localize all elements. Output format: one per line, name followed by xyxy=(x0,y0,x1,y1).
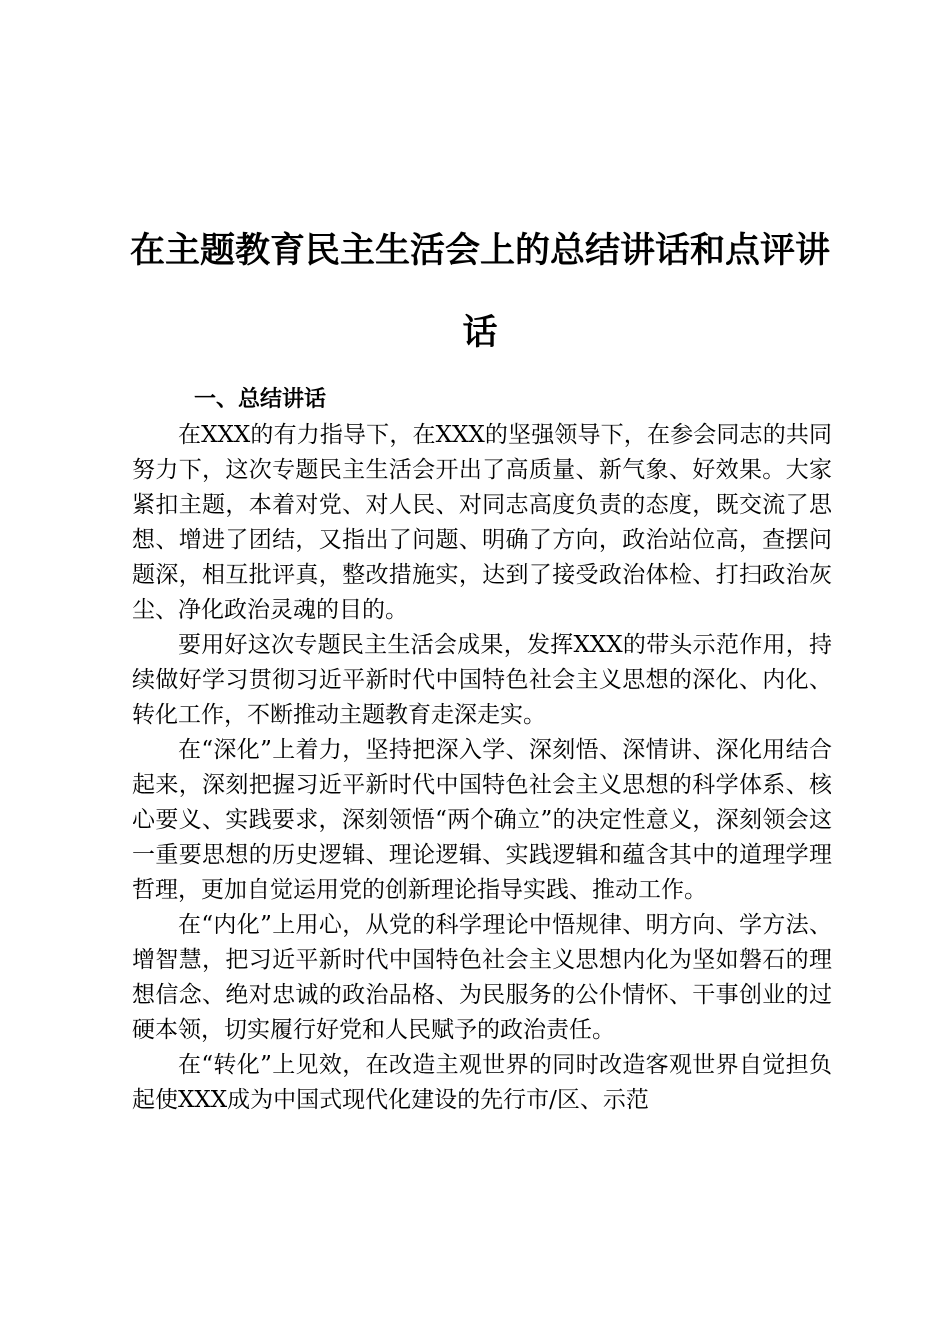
paragraph: 要用好这次专题民主生活会成果，发挥XXX的带头示范作用，持续做好学习贯彻习近平新时代中国特色社会主义思想的深化、内化、转化工作，不断推动主题教育走深走实。 xyxy=(132,632,832,728)
paragraph: 在“内化”上用心，从党的科学理论中悟规律、明方向、学方法、增智慧，把习近平新时代中国特色社会主义思想内化为坚如磐石的理想信念、绝对忠诚的政治品格、为民服务的公仆情怀、干事创业的过硬本领，切实履行好党和人民赋予的政治责任。 xyxy=(132,912,832,1043)
document-body xyxy=(132,418,832,1118)
paragraph: 在“深化”上着力，坚持把深入学、深刻悟、深情讲、深化用结合起来，深刻把握习近平新时代中国特色社会主义思想的科学体系、核心要义、实践要求，深刻领悟“两个确立”的决定性意义，深刻领会这一重要思想的历史逻辑、理论逻辑、实践逻辑和蕴含其中的道理学理哲理，更加自觉运用党的创新理论指导实践、推动工作。 xyxy=(132,737,832,903)
paragraph: 在XXX的有力指导下，在XXX的坚强领导下，在参会同志的共同努力下，这次专题民主生活会开出了高质量、新气象、好效果。大家紧扣主题，本着对党、对人民、对同志高度负责的态度，既交流了思想、增进了团结，又指出了问题、明确了方向，政治站位高，查摆问题深，相互批评真，整改措施实，达到了接受政治体检、打扫政治灰尘、净化政治灵魂的目的。 xyxy=(132,422,832,623)
document-title: 在主题教育民主生活会上的总结讲话和点评讲话 xyxy=(129,230,830,353)
section-heading: 一、总结讲话 xyxy=(194,387,327,412)
paragraph: 在“转化”上见效，在改造主观世界的同时改造客观世界自觉担负起使XXX成为中国式现代化建设的先行市/区、示范 xyxy=(132,1052,832,1113)
